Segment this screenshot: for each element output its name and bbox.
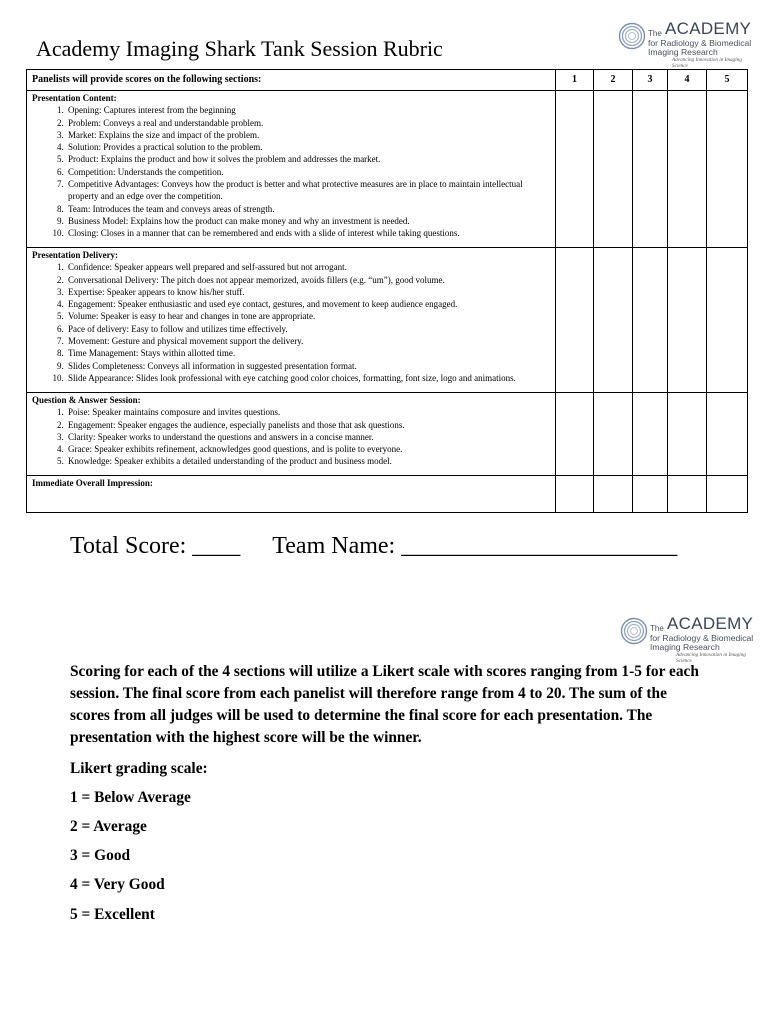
- section-overall-impression: [27, 476, 556, 513]
- likert-scale-title: Likert grading scale:: [70, 760, 208, 777]
- academy-logo-secondary: [620, 614, 760, 664]
- score-cell[interactable]: [556, 248, 594, 393]
- section-presentation-content: [27, 91, 556, 248]
- likert-scale-item: 1 = Below Average: [70, 789, 191, 806]
- scoring-paragraph: Scoring for each of the 4 sections will utilize a Likert scale with scores ranging from 1-5 for each session. The final score from each panelist will therefore range from 4 to 20. The sum of the scores from all judges will be used to determine the final score for each presentation. The presentation with the highest score will be the winner.: [70, 663, 699, 746]
- score-cell[interactable]: [594, 248, 633, 393]
- list-item: 6. Pace of delivery: Easy to follow and utilizes time effectively.: [66, 323, 551, 335]
- score-cell[interactable]: [594, 393, 633, 476]
- score-cell[interactable]: [668, 248, 707, 393]
- total-score-line: [70, 530, 677, 562]
- score-cell[interactable]: [633, 476, 668, 513]
- list-item: 7. Movement: Gesture and physical movement support the delivery.: [66, 335, 551, 347]
- section-title: Presentation Content:: [32, 93, 117, 103]
- section-question-answer: [27, 393, 556, 476]
- list-item: 4. Solution: Provides a practical solution to the problem.: [66, 141, 551, 153]
- list-item: 7. Competitive Advantages: Conveys how the product is better and what protective measures are in place to maintain intellectual property and an edge over the competition.: [66, 178, 551, 203]
- table-row: [27, 476, 748, 513]
- list-item: 10. Closing: Closes in a manner that can be remembered and ends with a slide of interest while taking questions.: [66, 227, 551, 239]
- score-column-5: 5: [707, 70, 748, 91]
- score-cell[interactable]: [707, 91, 748, 248]
- list-item: 5. Product: Explains the product and how it solves the problem and addresses the market.: [66, 153, 551, 165]
- criteria-list: [32, 104, 551, 239]
- table-row: [27, 91, 748, 248]
- page-title: Academy Imaging Shark Tank Session Rubric: [36, 36, 443, 61]
- list-item: 3. Clarity: Speaker works to understand the questions and answers in a concise manner.: [66, 431, 551, 443]
- score-cell[interactable]: [633, 393, 668, 476]
- logo-line2: for Radiology & Biomedical: [650, 633, 754, 643]
- logo-the: The: [650, 624, 664, 633]
- likert-scale-item: 5 = Excellent: [70, 906, 155, 923]
- list-item: 6. Competition: Understands the competition.: [66, 166, 551, 178]
- rubric-table: [26, 69, 748, 513]
- list-item: 5. Knowledge: Speaker exhibits a detailed understanding of the product and business model.: [66, 455, 551, 467]
- list-item: 2. Conversational Delivery: The pitch does not appear memorized, avoids fillers (e.g. “um”), good volume.: [66, 274, 551, 286]
- score-cell[interactable]: [556, 476, 594, 513]
- logo-the: The: [648, 29, 662, 38]
- score-cell[interactable]: [668, 393, 707, 476]
- score-cell[interactable]: [594, 476, 633, 513]
- score-cell[interactable]: [556, 393, 594, 476]
- table-row: [27, 393, 748, 476]
- score-cell[interactable]: [594, 91, 633, 248]
- list-item: 5. Volume: Speaker is easy to hear and changes in tone are appropriate.: [66, 310, 551, 322]
- list-item: 3. Market: Explains the size and impact of the problem.: [66, 129, 551, 141]
- logo-academy: ACADEMY: [667, 614, 754, 633]
- list-item: 2. Problem: Conveys a real and understandable problem.: [66, 117, 551, 129]
- list-item: 1. Confidence: Speaker appears well prepared and self-assured but not arrogant.: [66, 261, 551, 273]
- list-item: 3. Expertise: Speaker appears to know his/her stuff.: [66, 286, 551, 298]
- likert-scale-item: 2 = Average: [70, 818, 147, 835]
- section-title: Question & Answer Session:: [32, 395, 141, 405]
- list-item: 2. Engagement: Speaker engages the audience, especially panelists and those that ask questions.: [66, 419, 551, 431]
- logo-tagline: Advancing Innovation in Imaging Science: [676, 652, 746, 664]
- score-column-2: 2: [594, 70, 633, 91]
- score-cell[interactable]: [633, 91, 668, 248]
- list-item: 1. Opening: Captures interest from the beginning: [66, 104, 551, 116]
- table-row: [27, 248, 748, 393]
- list-item: 1. Poise: Speaker maintains composure and invites questions.: [66, 406, 551, 418]
- score-column-1: 1: [556, 70, 594, 91]
- logo-line3: Imaging Research: [650, 642, 720, 652]
- list-item: 10. Slide Appearance: Slides look professional with eye catching good color choices, formatting, font size, logo and animations.: [66, 372, 551, 384]
- section-title: Immediate Overall Impression:: [32, 478, 153, 488]
- table-header-label: Panelists will provide scores on the following sections:: [27, 70, 556, 91]
- score-cell[interactable]: [633, 248, 668, 393]
- total-score-field[interactable]: Total Score: ____: [70, 533, 241, 559]
- academy-logo: [618, 19, 758, 69]
- logo-academy: ACADEMY: [665, 19, 752, 38]
- list-item: 8. Time Management: Stays within allotted time.: [66, 347, 551, 359]
- list-item: 8. Team: Introduces the team and conveys areas of strength.: [66, 203, 551, 215]
- score-column-3: 3: [633, 70, 668, 91]
- section-presentation-delivery: [27, 248, 556, 393]
- score-cell[interactable]: [668, 91, 707, 248]
- score-cell[interactable]: [707, 476, 748, 513]
- section-title: Presentation Delivery:: [32, 250, 119, 260]
- criteria-list: [32, 406, 551, 467]
- logo-line2: for Radiology & Biomedical: [648, 38, 752, 48]
- list-item: 4. Grace: Speaker exhibits refinement, acknowledges good questions, and is polite to everyone.: [66, 443, 551, 455]
- score-cell[interactable]: [668, 476, 707, 513]
- concentric-circles-logo-icon: [620, 617, 648, 645]
- logo-tagline: Advancing Innovation in Imaging Science: [672, 57, 742, 69]
- criteria-list: [32, 261, 551, 384]
- score-cell[interactable]: [707, 248, 748, 393]
- score-column-4: 4: [668, 70, 707, 91]
- list-item: 9. Slides Completeness: Conveys all information in suggested presentation format.: [66, 360, 551, 372]
- likert-scale-item: 4 = Very Good: [70, 876, 165, 893]
- score-cell[interactable]: [556, 91, 594, 248]
- list-item: 9. Business Model: Explains how the product can make money and why an investment is needed.: [66, 215, 551, 227]
- list-item: 4. Engagement: Speaker enthusiastic and used eye contact, gestures, and movement to keep audience engaged.: [66, 298, 551, 310]
- team-name-field[interactable]: Team Name: _______________________: [272, 533, 678, 559]
- score-cell[interactable]: [707, 393, 748, 476]
- concentric-circles-logo-icon: [618, 22, 646, 50]
- likert-scale-item: 3 = Good: [70, 847, 131, 864]
- logo-line3: Imaging Research: [648, 47, 718, 57]
- table-header-row: [27, 70, 748, 91]
